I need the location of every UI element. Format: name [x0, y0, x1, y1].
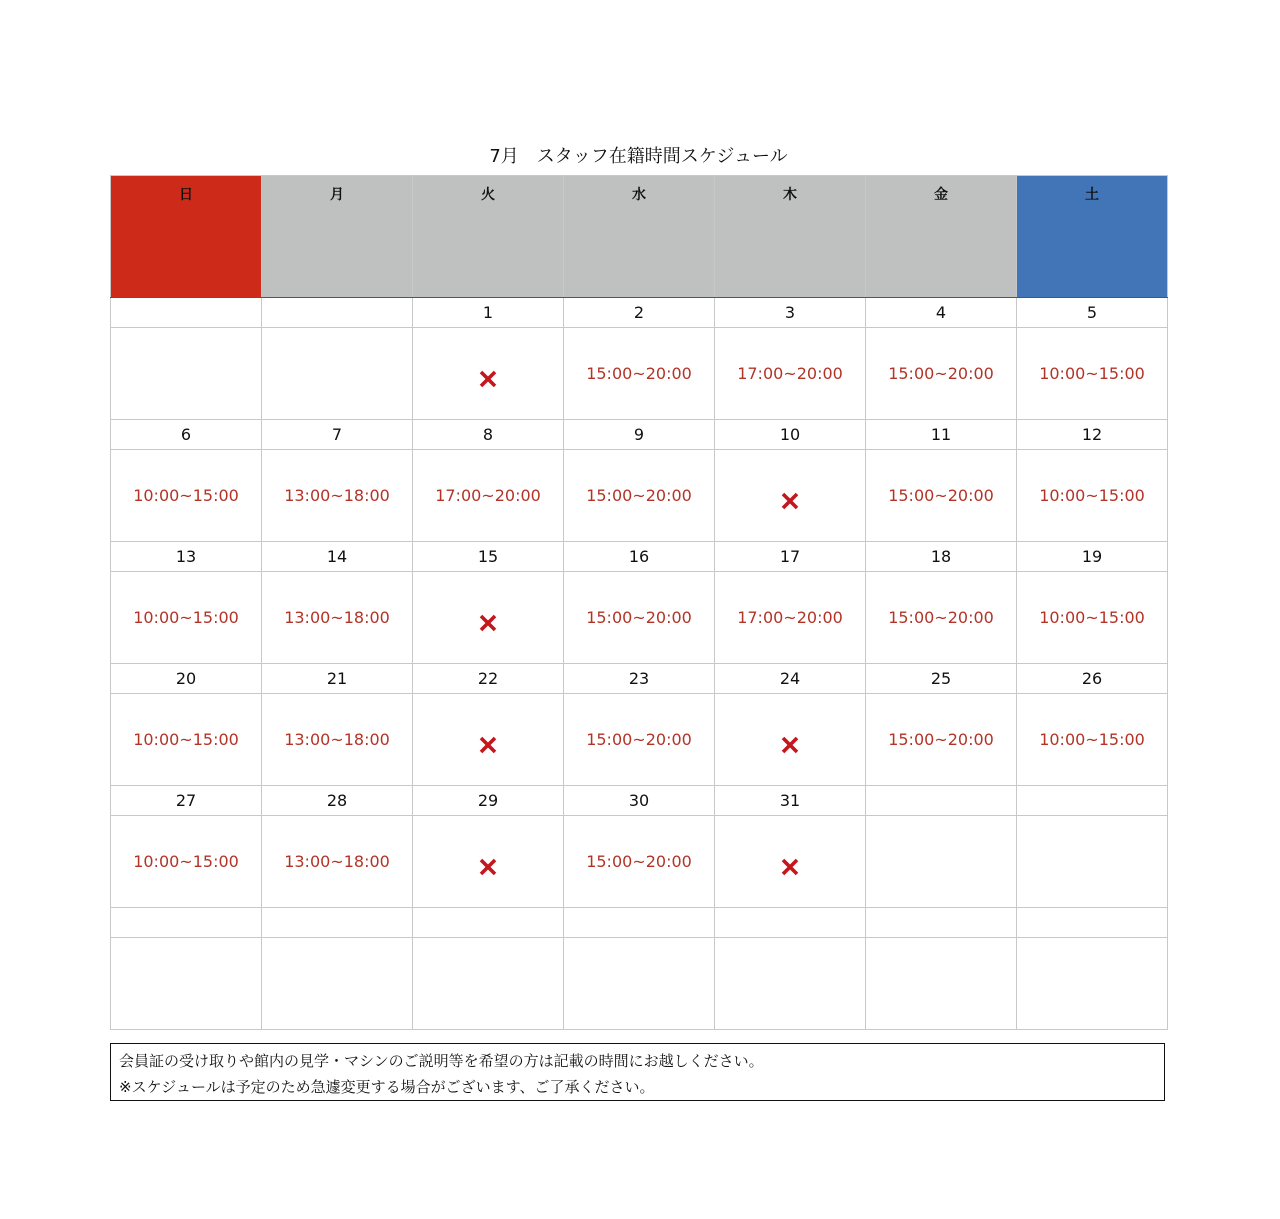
schedule-cell [1017, 938, 1168, 1030]
staff-time-range: 10:00~15:00 [1039, 729, 1145, 749]
staff-time-range: 13:00~18:00 [284, 607, 390, 627]
date-cell [1017, 420, 1168, 450]
date-number: 14 [326, 547, 348, 566]
weekday-header-tuesday [413, 176, 564, 298]
date-number: 15 [477, 547, 499, 566]
schedule-cell [715, 328, 866, 420]
date-number-row [111, 542, 1168, 572]
schedule-cell [111, 450, 262, 542]
schedule-cell [262, 938, 413, 1030]
date-number: 21 [326, 669, 348, 688]
schedule-cell [564, 572, 715, 664]
date-number: 22 [477, 669, 499, 688]
date-cell [413, 420, 564, 450]
date-number-row [111, 298, 1168, 328]
unavailable-x-icon [478, 857, 498, 877]
date-cell [262, 420, 413, 450]
schedule-cell [262, 328, 413, 420]
staff-time-range: 10:00~15:00 [133, 851, 239, 871]
date-cell [564, 542, 715, 572]
date-cell [564, 786, 715, 816]
weekday-label: 木 [783, 187, 797, 203]
schedule-cell [413, 938, 564, 1030]
date-number: 25 [930, 669, 952, 688]
weekday-label: 火 [481, 187, 495, 203]
unavailable-x-icon [780, 735, 800, 755]
date-cell [715, 786, 866, 816]
date-number: 29 [477, 791, 499, 810]
schedule-calendar [110, 175, 1168, 1030]
weekday-header-monday [262, 176, 413, 298]
unavailable-x-icon [478, 735, 498, 755]
date-number: 13 [175, 547, 197, 566]
date-cell [413, 664, 564, 694]
staff-time-range: 15:00~20:00 [586, 363, 692, 383]
date-number: 28 [326, 791, 348, 810]
date-number: 4 [935, 303, 947, 322]
schedule-cell [564, 450, 715, 542]
date-cell [715, 542, 866, 572]
date-number: 7 [331, 425, 343, 444]
weekday-header-friday [866, 176, 1017, 298]
unavailable-x-icon [780, 491, 800, 511]
time-slot-row [111, 328, 1168, 420]
date-cell [715, 420, 866, 450]
date-cell [111, 542, 262, 572]
staff-time-range: 15:00~20:00 [888, 729, 994, 749]
schedule-cell [866, 450, 1017, 542]
schedule-cell [413, 694, 564, 786]
schedule-cell [262, 450, 413, 542]
schedule-cell [866, 938, 1017, 1030]
date-cell [262, 298, 413, 328]
schedule-cell [111, 816, 262, 908]
date-cell [866, 298, 1017, 328]
date-cell [1017, 664, 1168, 694]
date-number: 26 [1081, 669, 1103, 688]
schedule-cell [866, 694, 1017, 786]
date-cell [413, 908, 564, 938]
schedule-cell [564, 328, 715, 420]
date-cell [262, 786, 413, 816]
schedule-cell [111, 938, 262, 1030]
date-number: 9 [633, 425, 645, 444]
notice-box [110, 1043, 1165, 1101]
unavailable-x-icon [780, 857, 800, 877]
date-number: 23 [628, 669, 650, 688]
schedule-cell [564, 816, 715, 908]
schedule-cell [866, 572, 1017, 664]
date-cell [715, 908, 866, 938]
date-number: 19 [1081, 547, 1103, 566]
date-cell [1017, 298, 1168, 328]
schedule-cell [715, 572, 866, 664]
schedule-cell [111, 694, 262, 786]
date-cell [715, 298, 866, 328]
schedule-cell [564, 938, 715, 1030]
date-cell [111, 908, 262, 938]
time-slot-row [111, 450, 1168, 542]
unavailable-x-icon [478, 369, 498, 389]
weekday-header-wednesday [564, 176, 715, 298]
staff-time-range: 15:00~20:00 [586, 729, 692, 749]
date-cell [866, 420, 1017, 450]
date-cell [1017, 542, 1168, 572]
schedule-cell [1017, 572, 1168, 664]
time-slot-row [111, 694, 1168, 786]
time-slot-row [111, 816, 1168, 908]
date-cell [1017, 908, 1168, 938]
weekday-label: 土 [1085, 187, 1099, 203]
date-cell [262, 908, 413, 938]
date-cell [564, 908, 715, 938]
date-cell [564, 664, 715, 694]
schedule-cell [715, 694, 866, 786]
date-cell [564, 420, 715, 450]
date-cell [111, 786, 262, 816]
staff-time-range: 10:00~15:00 [133, 607, 239, 627]
date-cell [111, 664, 262, 694]
schedule-cell [564, 694, 715, 786]
schedule-cell [1017, 450, 1168, 542]
date-number: 11 [930, 425, 952, 444]
schedule-cell [413, 450, 564, 542]
staff-time-range: 10:00~15:00 [133, 485, 239, 505]
notice-line-1: 会員証の受け取りや館内の見学・マシンのご説明等を希望の方は記載の時間にお越しください。 [119, 1052, 764, 1070]
staff-time-range: 15:00~20:00 [586, 607, 692, 627]
staff-time-range: 10:00~15:00 [1039, 607, 1145, 627]
staff-time-range: 13:00~18:00 [284, 485, 390, 505]
date-number: 27 [175, 791, 197, 810]
staff-time-range: 10:00~15:00 [133, 729, 239, 749]
schedule-cell [111, 328, 262, 420]
date-cell [413, 786, 564, 816]
date-number: 12 [1081, 425, 1103, 444]
date-number: 18 [930, 547, 952, 566]
date-cell [262, 664, 413, 694]
date-number-row [111, 664, 1168, 694]
schedule-cell [262, 572, 413, 664]
schedule-cell [413, 572, 564, 664]
staff-time-range: 17:00~20:00 [737, 363, 843, 383]
date-number: 6 [180, 425, 192, 444]
date-number: 3 [784, 303, 796, 322]
weekday-header-sunday [111, 176, 262, 298]
date-cell [111, 298, 262, 328]
schedule-cell [262, 816, 413, 908]
staff-time-range: 15:00~20:00 [586, 851, 692, 871]
schedule-cell [413, 328, 564, 420]
schedule-cell [866, 816, 1017, 908]
weekday-label: 月 [330, 187, 344, 203]
date-number-row [111, 420, 1168, 450]
date-cell [866, 542, 1017, 572]
date-number: 16 [628, 547, 650, 566]
date-number-row [111, 908, 1168, 938]
schedule-cell [1017, 816, 1168, 908]
staff-time-range: 13:00~18:00 [284, 851, 390, 871]
date-number: 31 [779, 791, 801, 810]
date-number: 5 [1086, 303, 1098, 322]
time-slot-row [111, 572, 1168, 664]
staff-time-range: 10:00~15:00 [1039, 485, 1145, 505]
staff-time-range: 17:00~20:00 [737, 607, 843, 627]
weekday-header-thursday [715, 176, 866, 298]
schedule-cell [111, 572, 262, 664]
date-cell [866, 786, 1017, 816]
date-number: 24 [779, 669, 801, 688]
date-cell [413, 542, 564, 572]
staff-time-range: 15:00~20:00 [586, 485, 692, 505]
staff-time-range: 10:00~15:00 [1039, 363, 1145, 383]
schedule-cell [1017, 328, 1168, 420]
staff-time-range: 17:00~20:00 [435, 485, 541, 505]
unavailable-x-icon [478, 613, 498, 633]
weekday-header-row [111, 176, 1168, 298]
date-cell [413, 298, 564, 328]
date-number: 20 [175, 669, 197, 688]
date-number: 8 [482, 425, 494, 444]
date-cell [262, 542, 413, 572]
schedule-cell [413, 816, 564, 908]
date-cell [111, 420, 262, 450]
schedule-cell [715, 938, 866, 1030]
schedule-cell [262, 694, 413, 786]
date-number: 1 [482, 303, 494, 322]
weekday-label: 金 [934, 187, 948, 203]
date-number: 2 [633, 303, 645, 322]
date-cell [866, 908, 1017, 938]
date-number: 17 [779, 547, 801, 566]
weekday-header-saturday [1017, 176, 1168, 298]
date-number-row [111, 786, 1168, 816]
date-cell [866, 664, 1017, 694]
staff-time-range: 15:00~20:00 [888, 485, 994, 505]
staff-time-range: 15:00~20:00 [888, 363, 994, 383]
time-slot-row [111, 938, 1168, 1030]
schedule-cell [866, 328, 1017, 420]
date-number: 10 [779, 425, 801, 444]
notice-line-2: ※スケジュールは予定のため急遽変更する場合がございます、ご了承ください。 [119, 1078, 655, 1096]
schedule-cell [715, 816, 866, 908]
weekday-label: 水 [632, 187, 646, 203]
date-cell [564, 298, 715, 328]
staff-time-range: 15:00~20:00 [888, 607, 994, 627]
weekday-label: 日 [179, 187, 193, 203]
staff-time-range: 13:00~18:00 [284, 729, 390, 749]
date-cell [1017, 786, 1168, 816]
schedule-cell [715, 450, 866, 542]
date-number: 30 [628, 791, 650, 810]
page-title: 7月 スタッフ在籍時間スケジュール [489, 146, 788, 167]
schedule-cell [1017, 694, 1168, 786]
date-cell [715, 664, 866, 694]
